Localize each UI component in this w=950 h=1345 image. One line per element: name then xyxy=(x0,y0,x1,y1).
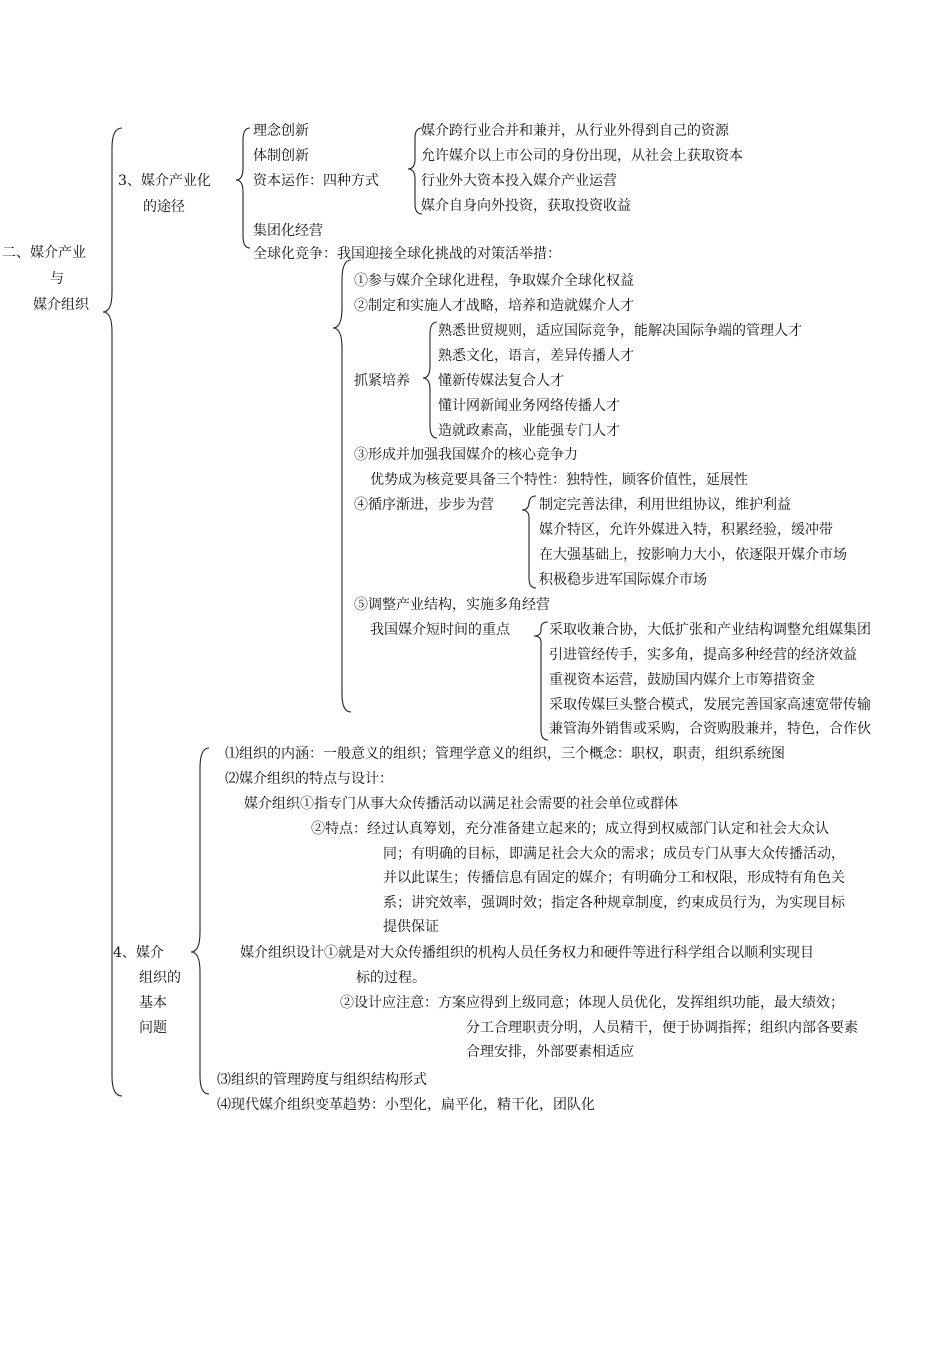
capital-way-2: 允许媒介以上市公司的身份出现，从社会上获取资本 xyxy=(421,148,743,164)
measure-1: ①参与媒介全球化进程，争取媒介全球化权益 xyxy=(354,273,634,289)
design-line-1: 媒介组织设计①就是对大众传播组织的机构人员任务权力和硬件等进行科学组合以顺利实现目 xyxy=(240,945,814,961)
features-line-2: 同；有明确的目标，即满足社会大众的需求；成员专门从事大众传播活动， xyxy=(383,846,845,862)
measure-4-item-3: 在大强基础上，按影响力大小，依逐限开媒介市场 xyxy=(539,547,847,563)
measure-4-item-2: 媒介特区，允许外媒进入特，积累经验，缓冲带 xyxy=(539,522,833,538)
focus-label: 我国媒介短时间的重点 xyxy=(370,622,510,638)
focus-brace xyxy=(532,620,550,742)
capital-way-3: 行业外大资本投入媒介产业运营 xyxy=(421,173,617,189)
capital-way-4: 媒介自身向外投资，获取投资收益 xyxy=(421,198,631,214)
item3-label-line-2: 的途径 xyxy=(143,199,185,215)
features-line-5: 提供保证 xyxy=(383,919,439,935)
org-definition: 媒介组织①指专门从事大众传播活动以满足社会需要的社会单位或群体 xyxy=(244,796,678,812)
measure-2: ②制定和实施人才战略，培养和造就媒介人才 xyxy=(354,298,634,314)
train-item-2: 熟悉文化，语言，差异传播人才 xyxy=(438,348,634,364)
features-line-3: 并以此谋生；传播信息有固定的媒介；有明确分工和权限，形成特有角色关 xyxy=(383,870,845,886)
measure-4-item-4: 积极稳步进军国际媒介市场 xyxy=(539,572,707,588)
org-features-heading: ⑵媒介组织的特点与设计： xyxy=(225,771,393,787)
item3-label-line-1: 3、媒介产业化 xyxy=(118,173,211,189)
train-item-5: 造就政素高，业能强专门人才 xyxy=(438,423,620,439)
focus-item-4: 采取传媒巨头整合模式，发展完善国家高速宽带传输 xyxy=(549,697,871,713)
org-meaning: ⑴组织的内涵：一般意义的组织；管理学意义的组织，三个概念：职权，职责，组织系统图 xyxy=(225,746,785,762)
measure-3-note: 优势成为核竞要具备三个特性：独特性，顾客价值性，延展性 xyxy=(370,472,748,488)
measure-3: ③形成并加强我国媒介的核心竞争力 xyxy=(354,447,578,463)
measure-4: ④循序渐进，步步为营 xyxy=(354,497,494,513)
features-line-4: 系；讲究效率，强调时效；指定各种规章制度，约束成员行为，为实现目标 xyxy=(383,895,845,911)
section-title-line-1: 二、媒介产业 xyxy=(2,245,86,261)
system-innovation: 体制创新 xyxy=(253,148,309,164)
design-line-2: 标的过程。 xyxy=(356,970,426,986)
focus-item-2: 引进管经传手，实多角，提高多种经营的经济效益 xyxy=(549,647,857,663)
focus-item-3: 重视资本运营，鼓励国内媒介上市筹措资金 xyxy=(549,672,815,688)
capital-way-1: 媒介跨行业合并和兼并，从行业外得到自己的资源 xyxy=(421,123,729,139)
item4-label-line-1: 4、媒介 xyxy=(113,945,164,961)
steps-brace xyxy=(520,494,538,590)
design-notes-line-3: 合理安排，外部要素相适应 xyxy=(466,1044,634,1060)
route-brace xyxy=(234,126,252,250)
train-item-1: 熟悉世贸规则，适应国际竞争，能解决国际争端的管理人才 xyxy=(438,323,802,339)
section-title-line-2: 与 xyxy=(50,271,64,287)
org-span: ⑶组织的管理跨度与组织结构形式 xyxy=(217,1072,427,1088)
item4-label-line-2: 组织的 xyxy=(139,970,181,986)
measure-5: ⑤调整产业结构，实施多角经营 xyxy=(354,597,550,613)
item4-label-line-4: 问题 xyxy=(139,1020,167,1036)
focus-item-5: 兼管海外销售或采购，合资购股兼并，特色，合作伙 xyxy=(549,721,871,737)
design-notes-line-1: ②设计应注意：方案应得到上级同意；体现人员优化，发挥组织功能，最大绩效； xyxy=(340,995,844,1011)
section-title-line-3: 媒介组织 xyxy=(33,297,89,313)
features-line-1: ②特点：经过认真筹划，充分准备建立起来的；成立得到权威部门认定和社会大众认 xyxy=(311,821,829,837)
capital-operation: 资本运作：四种方式 xyxy=(253,173,379,189)
train-item-3: 懂新传媒法复合人才 xyxy=(438,373,564,389)
train-label: 抓紧培养 xyxy=(354,373,410,389)
concept-innovation: 理念创新 xyxy=(253,123,309,139)
org-trends: ⑷现代媒介组织变革趋势：小型化，扁平化，精干化，团队化 xyxy=(217,1097,595,1113)
train-item-4: 懂计网新闻业务网络传播人才 xyxy=(438,398,620,414)
focus-item-1: 采取收兼合协，大低扩张和产业结构调整允组媒集团 xyxy=(549,622,871,638)
global-competition: 全球化竞争：我国迎接全球化挑战的对策活举措： xyxy=(253,246,561,262)
item4-label-line-3: 基本 xyxy=(139,995,167,1011)
group-operation: 集团化经营 xyxy=(253,223,323,239)
org-brace xyxy=(189,746,211,1096)
design-notes-line-2: 分工合理职责分明，人员精干，便于协调指挥；组织内部各要素 xyxy=(466,1020,858,1036)
train-brace xyxy=(421,320,439,440)
measure-4-item-1: 制定完善法律，利用世组协议，维护利益 xyxy=(539,497,791,513)
global-brace xyxy=(331,258,353,714)
